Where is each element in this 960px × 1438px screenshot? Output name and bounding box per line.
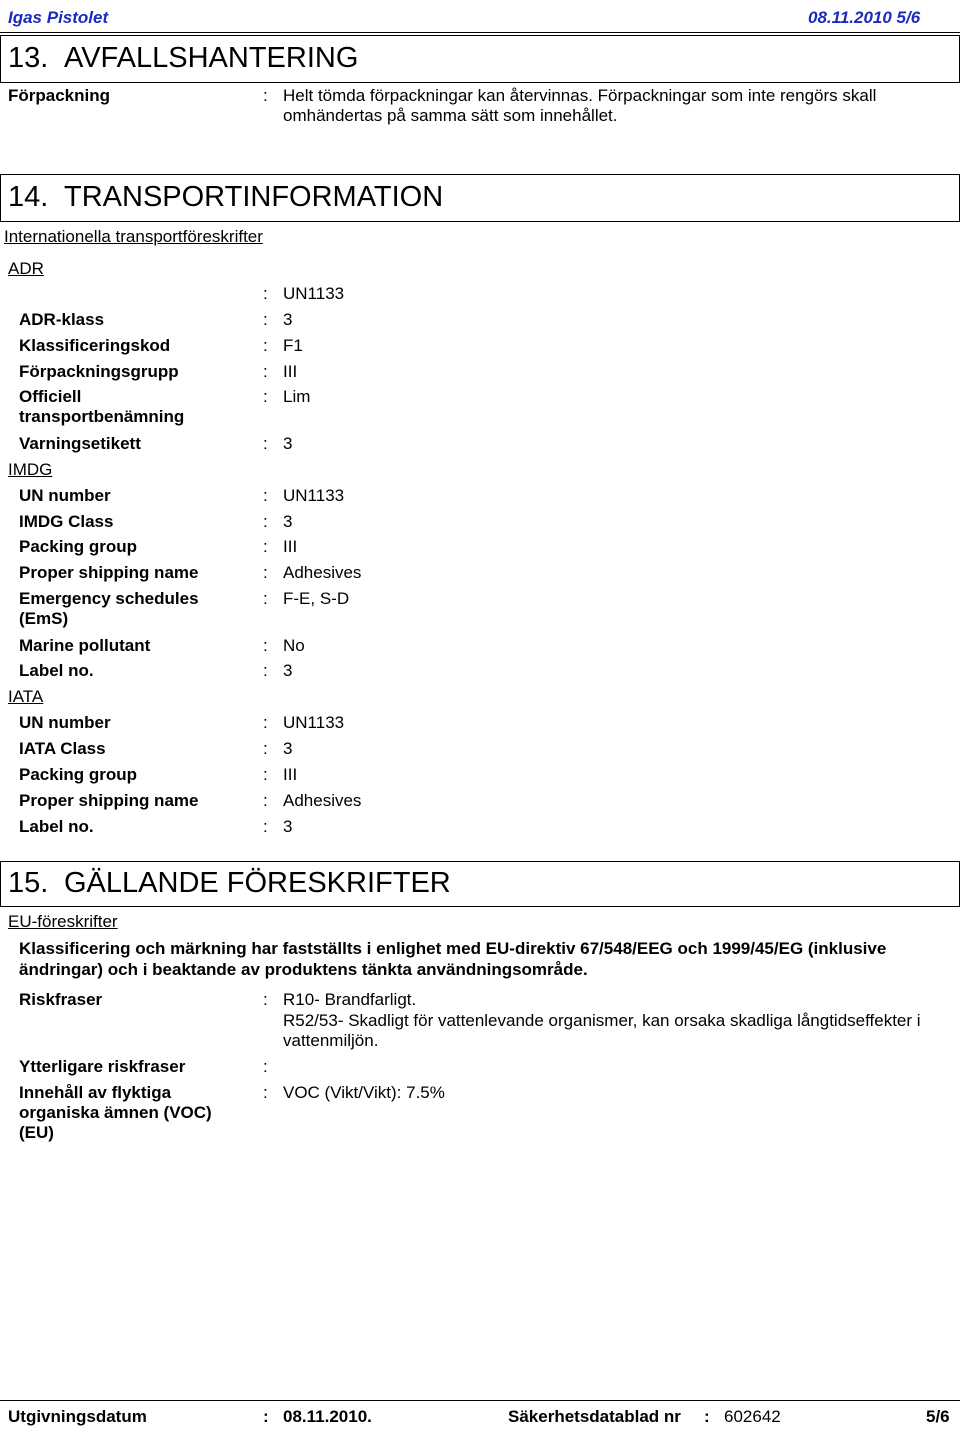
iata-class-label: IATA Class bbox=[19, 739, 106, 758]
imdg-proper-shipping-name-colon: : bbox=[263, 563, 268, 582]
section-15-number: 15. bbox=[8, 867, 49, 899]
footer-rule bbox=[0, 1400, 960, 1401]
iata-packing-group-value: III bbox=[283, 765, 298, 784]
imdg-emergency-schedules-colon: : bbox=[263, 589, 268, 608]
ytterligare-riskfraser-colon: : bbox=[263, 1057, 268, 1076]
klassificeringskod-label: Klassificeringskod bbox=[19, 336, 171, 355]
klassificeringskod-value: F1 bbox=[283, 336, 303, 355]
footer-issue-label: Utgivningsdatum bbox=[8, 1407, 147, 1426]
adr-klass-label: ADR-klass bbox=[19, 310, 105, 329]
imdg-marine-pollutant-value: No bbox=[283, 636, 305, 655]
adr-un-value: UN1133 bbox=[283, 284, 345, 303]
imdg-un-number-label: UN number bbox=[19, 486, 111, 505]
imdg-marine-pollutant-label: Marine pollutant bbox=[19, 636, 151, 655]
adr-un-colon: : bbox=[263, 284, 268, 303]
imdg-heading: IMDG bbox=[8, 460, 53, 479]
section-14-title-text: TRANSPORTINFORMATION bbox=[64, 181, 444, 213]
header-rule bbox=[0, 32, 960, 33]
section-15-title-text: GÄLLANDE FÖRESKRIFTER bbox=[64, 867, 451, 899]
imdg-un-number-colon: : bbox=[263, 486, 268, 505]
footer-page: 5/6 bbox=[926, 1407, 950, 1426]
adr-klass-colon: : bbox=[263, 310, 268, 329]
iata-heading: IATA bbox=[8, 687, 44, 706]
section-13-title-text: AVFALLSHANTERING bbox=[64, 42, 359, 74]
klassificeringskod-colon: : bbox=[263, 336, 268, 355]
forpackningsgrupp-value: III bbox=[283, 362, 298, 381]
imdg-class-label: IMDG Class bbox=[19, 512, 114, 531]
adr-heading: ADR bbox=[8, 259, 44, 278]
imdg-packing-group-colon: : bbox=[263, 537, 268, 556]
header-product: Igas Pistolet bbox=[8, 8, 109, 27]
imdg-class-colon: : bbox=[263, 512, 268, 531]
forpackningsgrupp-colon: : bbox=[263, 362, 268, 381]
iata-class-value: 3 bbox=[283, 739, 293, 758]
forpackning-value: Helt tömda förpackningar kan återvinnas. Förpackningar som inte rengörs skall omhändertas på samma sätt som innehållet. bbox=[283, 86, 877, 125]
footer-sds-value: 602642 bbox=[724, 1407, 781, 1426]
transport-subtitle: Internationella transportföreskrifter bbox=[4, 227, 263, 246]
voc-label: Innehåll av flyktiga organiska ämnen (VOC) (EU) bbox=[19, 1083, 212, 1142]
classification-paragraph: Klassificering och märkning har fastställts i enlighet med EU-direktiv 67/548/EEG och 1999/45/EG (inklusive ändringar) och i beaktande av produktens tänkta användningsområde. bbox=[19, 939, 887, 979]
section-13-number: 13. bbox=[8, 42, 49, 74]
iata-un-number-label: UN number bbox=[19, 713, 111, 732]
footer-issue-colon: : bbox=[263, 1407, 269, 1426]
voc-value: VOC (Vikt/Vikt): 7.5% bbox=[283, 1083, 445, 1102]
imdg-packing-group-value: III bbox=[283, 537, 298, 556]
officiell-transportbenamning-label: Officiell transportbenämning bbox=[19, 387, 185, 426]
iata-label-no-value: 3 bbox=[283, 817, 293, 836]
section-15-title bbox=[8, 867, 451, 900]
imdg-emergency-schedules-label: Emergency schedules (EmS) bbox=[19, 589, 199, 628]
eu-subtitle: EU-föreskrifter bbox=[8, 912, 118, 931]
iata-un-number-colon: : bbox=[263, 713, 268, 732]
iata-proper-shipping-name-label: Proper shipping name bbox=[19, 791, 199, 810]
varningsetikett-value: 3 bbox=[283, 434, 293, 453]
riskfraser-colon: : bbox=[263, 990, 268, 1009]
riskfraser-value-2: R52/53- Skadligt för vattenlevande organismer, kan orsaka skadliga långtidseffekter i vattenmiljön. bbox=[283, 1011, 921, 1050]
imdg-packing-group-label: Packing group bbox=[19, 537, 138, 556]
iata-packing-group-label: Packing group bbox=[19, 765, 138, 784]
ytterligare-riskfraser-label: Ytterligare riskfraser bbox=[19, 1057, 186, 1076]
forpackning-colon: : bbox=[263, 86, 268, 105]
section-13-title bbox=[8, 42, 358, 75]
adr-klass-value: 3 bbox=[283, 310, 293, 329]
imdg-class-value: 3 bbox=[283, 512, 293, 531]
section-14-number: 14. bbox=[8, 181, 49, 213]
riskfraser-value-1: R10- Brandfarligt. bbox=[283, 990, 417, 1009]
imdg-emergency-schedules-value: F-E, S-D bbox=[283, 589, 350, 608]
varningsetikett-colon: : bbox=[263, 434, 268, 453]
section-15-title-box bbox=[0, 861, 960, 907]
imdg-marine-pollutant-colon: : bbox=[263, 636, 268, 655]
iata-label-no-label: Label no. bbox=[19, 817, 94, 836]
officiell-transportbenamning-value: Lim bbox=[283, 387, 311, 406]
imdg-proper-shipping-name-value: Adhesives bbox=[283, 563, 362, 582]
forpackning-label: Förpackning bbox=[8, 86, 111, 105]
varningsetikett-label: Varningsetikett bbox=[19, 434, 141, 453]
section-14-title-box bbox=[0, 174, 960, 222]
imdg-label-no-colon: : bbox=[263, 661, 268, 680]
iata-un-number-value: UN1133 bbox=[283, 713, 345, 732]
iata-proper-shipping-name-colon: : bbox=[263, 791, 268, 810]
iata-label-no-colon: : bbox=[263, 817, 268, 836]
iata-proper-shipping-name-value: Adhesives bbox=[283, 791, 362, 810]
footer-sds-colon: : bbox=[704, 1407, 710, 1426]
riskfraser-label: Riskfraser bbox=[19, 990, 103, 1009]
imdg-un-number-value: UN1133 bbox=[283, 486, 345, 505]
iata-class-colon: : bbox=[263, 739, 268, 758]
officiell-transportbenamning-colon: : bbox=[263, 387, 268, 406]
iata-packing-group-colon: : bbox=[263, 765, 268, 784]
footer-issue-value: 08.11.2010. bbox=[283, 1407, 372, 1426]
imdg-label-no-label: Label no. bbox=[19, 661, 94, 680]
section-13-title-box bbox=[0, 35, 960, 83]
section-14-title bbox=[8, 181, 443, 214]
voc-colon: : bbox=[263, 1083, 268, 1102]
forpackningsgrupp-label: Förpackningsgrupp bbox=[19, 362, 179, 381]
header-date-page: 08.11.2010 5/6 bbox=[808, 8, 921, 27]
imdg-label-no-value: 3 bbox=[283, 661, 293, 680]
footer-sds-label: Säkerhetsdatablad nr bbox=[508, 1407, 681, 1426]
imdg-proper-shipping-name-label: Proper shipping name bbox=[19, 563, 199, 582]
